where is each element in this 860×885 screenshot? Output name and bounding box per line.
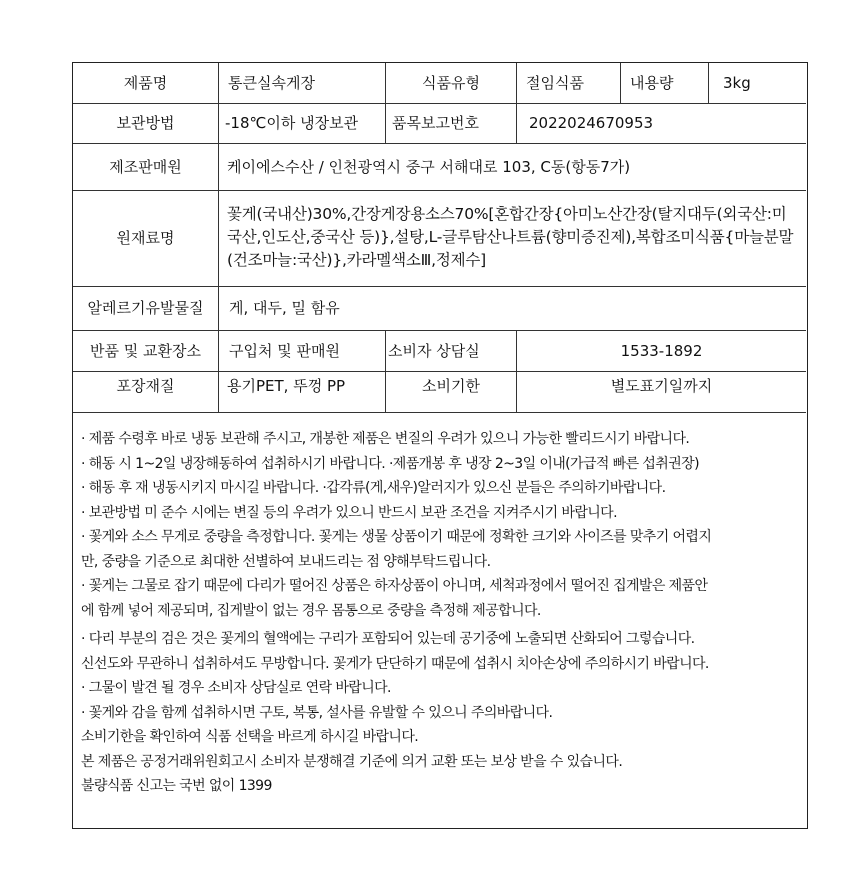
report-no-label: 품목보고번호 <box>386 104 517 144</box>
precautions-notes <box>73 413 806 799</box>
note-line: · 다리 부분의 검은 것은 꽃게의 혈액에는 구리가 포함되어 있는데 공기중에 노출되면 산화되어 그렇습니다. <box>81 631 695 647</box>
packaging-label: 포장재질 <box>73 372 219 413</box>
note-line: · 해동 시 1~2일 냉장해동하여 섭취하시기 바랍니다. ·제품개봉 후 냉장 2~3일 이내(가급적 빠른 섭취권장) <box>81 455 699 472</box>
returns-label: 반품 및 교환장소 <box>73 331 219 372</box>
consumer-center-label: 소비자 상담실 <box>386 331 517 372</box>
allergens-label: 알레르기유발물질 <box>73 287 219 331</box>
note-line: · 꽃게는 그물로 잡기 때문에 다리가 떨어진 상품은 하자상품이 아니며, 세척과정에서 떨어진 집게발은 제품안 <box>81 578 708 594</box>
ingredients-label: 원재료명 <box>73 191 219 287</box>
note-line: · 꽃게와 감을 함께 섭취하시면 구토, 복통, 설사를 유발할 수 있으니 주의바랍니다. <box>81 704 553 721</box>
expiry-value: 별도표기일까지 <box>517 372 806 413</box>
returns-value: 구입처 및 판매원 <box>219 331 386 372</box>
note-line: 본 제품은 공정거래위원회고시 소비자 분쟁해결 기준에 의거 교환 또는 보상 받을 수 있습니다. <box>81 753 623 770</box>
note-line: · 보관방법 미 준수 시에는 변질 등의 우려가 있으니 반드시 보관 조건을 지켜주시기 바랍니다. <box>81 504 617 521</box>
packaging-value: 용기PET, 뚜껑 PP <box>219 372 386 413</box>
net-content-value: 3kg <box>709 63 806 104</box>
allergens-value: 게, 대두, 밀 함유 <box>219 287 806 331</box>
storage-label: 보관방법 <box>73 104 219 144</box>
storage-value: -18℃이하 냉장보관 <box>219 104 386 144</box>
note-line: 소비기한을 확인하여 식품 선택을 바르게 하시길 바랍니다. <box>81 729 419 745</box>
note-line: · 그물이 발견 될 경우 소비자 상담실로 연락 바랍니다. <box>81 680 391 696</box>
product-name-value: 통큰실속게장 <box>219 63 386 104</box>
report-no-value: 2022024670953 <box>517 104 806 144</box>
product-name-label: 제품명 <box>73 63 219 104</box>
note-line: · 제품 수령후 바로 냉동 보관해 주시고, 개봉한 제품은 변질의 우려가 있으니 가능한 빨리드시기 바랍니다. <box>81 431 690 447</box>
food-type-value: 절임식품 <box>517 63 621 104</box>
note-line: 불량식품 신고는 국번 없이 1399 <box>81 778 272 794</box>
note-line: 신선도와 무관하니 섭취하셔도 무방합니다. 꽃게가 단단하기 때문에 섭취시 치아손상에 주의하시기 바랍니다. <box>81 655 709 672</box>
food-type-label: 식품유형 <box>386 63 517 104</box>
note-line: 만, 중량을 기준으로 최대한 선별하여 보내드리는 점 양해부탁드립니다. <box>81 553 491 570</box>
consumer-center-phone: 1533-1892 <box>517 331 806 372</box>
net-content-label: 내용량 <box>621 63 709 104</box>
expiry-label: 소비기한 <box>386 372 517 413</box>
ingredients-value: 꽃게(국내산)30%,간장게장용소스70%[혼합간장{아미노산간장(탈지대두(외국산:미국산,인도산,중국산 등)},설탕,L-글루탐산나트륨(향미증진제),복합조미식품{마늘분말(건조마늘:국산)},카라멜색소Ⅲ,정제수] <box>219 191 806 287</box>
manufacturer-label: 제조판매원 <box>73 144 219 191</box>
note-line: 에 함께 넣어 제공되며, 집게발이 없는 경우 몸통으로 중량을 측정해 제공합니다. <box>81 602 541 619</box>
manufacturer-value: 케이에스수산 / 인천광역시 중구 서해대로 103, C동(항동7가) <box>219 144 806 191</box>
product-label-table <box>72 62 808 829</box>
note-line: · 꽃게와 소스 무게로 중량을 측정합니다. 꽃게는 생물 상품이기 때문에 정확한 크기와 사이즈를 맞추기 어렵지 <box>81 529 712 545</box>
note-line: · 해동 후 재 냉동시키지 마시길 바랍니다. ·갑각류(게,새우)알러지가 있으신 분들은 주의하기바랍니다. <box>81 480 666 496</box>
